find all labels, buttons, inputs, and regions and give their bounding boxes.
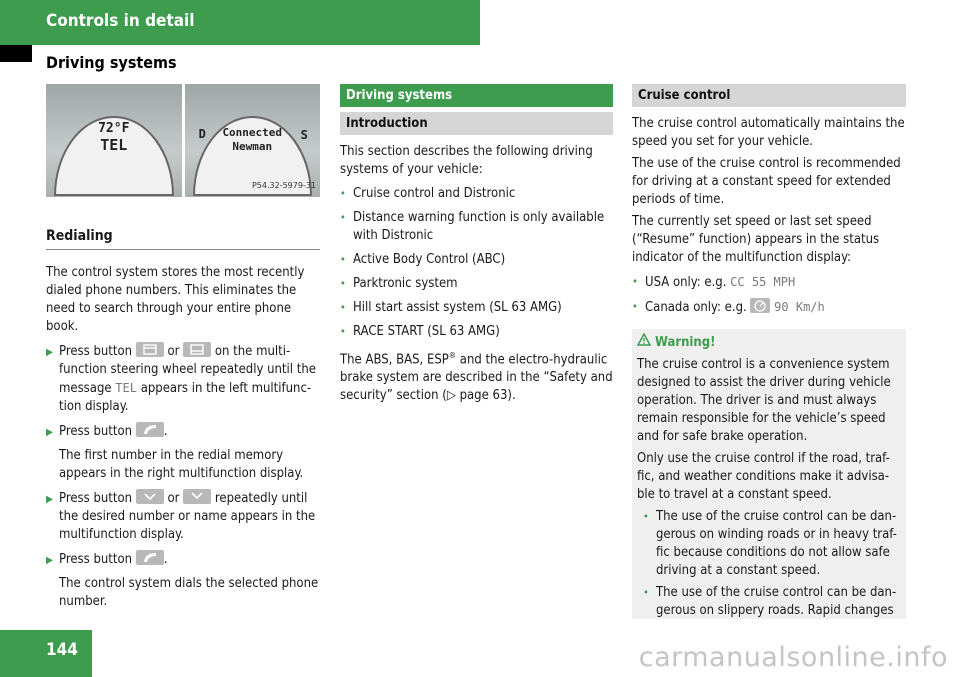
page-up-button-icon	[136, 342, 164, 357]
warning-list	[637, 508, 900, 619]
middle-column	[340, 84, 613, 405]
cruise-control-banner: Cruise control	[632, 84, 906, 107]
list-item: • Parktronic system	[340, 276, 458, 291]
list-item: • RACE START (SL 63 AMG)	[340, 324, 500, 339]
display-photo	[46, 84, 320, 197]
step-arrow-icon: ▶	[46, 427, 53, 438]
chapter-title: Controls in detail	[46, 11, 195, 31]
gear-s-readout: S	[300, 128, 308, 142]
page-down-button-icon	[183, 342, 211, 357]
tel-readout: TEL	[100, 136, 128, 154]
left-display-panel	[46, 84, 182, 197]
section-title: Driving systems	[46, 53, 177, 72]
figure-reference: P54.32-5979-31	[251, 181, 316, 190]
cruise-text-1: The cruise control automatically maintains the speed you set for your vehicle.	[632, 116, 905, 149]
step-arrow-icon: ▶	[46, 347, 53, 358]
page-ref-arrow-icon: ▷	[446, 388, 456, 404]
phone-call-button-icon	[136, 550, 164, 565]
redialing-intro: The control system stores the most recently dialed phone numbers. This eliminates the need to search through your entire phone book.	[46, 265, 305, 334]
cruise-text-2: The use of the cruise control is recommended for driving at a constant speed for extended periods of time.	[632, 156, 901, 207]
temperature-readout: 72°F	[98, 121, 130, 136]
step-arrow-icon: ▶	[46, 555, 53, 566]
page-number: 144	[0, 630, 92, 677]
introduction-banner: Introduction	[340, 112, 613, 135]
step-item: ▶ Press button . The control system dials the selected phone number.	[46, 552, 319, 609]
header-tab-marker	[0, 45, 32, 62]
phone-call-button-icon	[136, 422, 164, 437]
right-display-panel	[185, 84, 321, 197]
scroll-up-button-icon	[183, 489, 211, 504]
step-item: ▶ Press button . The first number in the redial memory appears in the right multifunction display.	[46, 424, 304, 481]
gear-d-readout: D	[198, 127, 206, 141]
tel-message-code: TEL	[115, 381, 137, 395]
brake-systems-note: The ABS, BAS, ESP® and the electro-hydraulic brake system are described in the “Safety and security” section (▷ page 63).	[340, 351, 613, 404]
warning-box	[632, 329, 906, 619]
list-item: • USA only: e.g. CC 55 MPH	[632, 275, 796, 290]
left-column	[46, 84, 320, 611]
list-item: • Hill start assist system (SL 63 AMG)	[340, 300, 562, 315]
speed-display-examples	[632, 273, 906, 317]
warning-triangle-icon	[637, 333, 651, 352]
warning-text-1: The cruise control is a convenience system designed to assist the driver during vehicle operation. The driver is and must always remain responsible for the vehicle’s speed and for safe brake operation.	[637, 357, 891, 444]
contact-name-readout: Newman	[232, 140, 273, 153]
canada-speed-code: 90 Km/h	[774, 300, 825, 314]
speedometer-icon	[750, 298, 770, 313]
list-item: • Canada only: e.g. 90 Km/h	[632, 300, 825, 315]
cruise-text-3: The currently set speed or last set speed (“Resume” function) appears in the status indicator of the multifunction display:	[632, 214, 880, 265]
right-column	[632, 84, 906, 619]
warning-text-2: Only use the cruise control if the road, traf-fic, and weather conditions make it advisa-ble to travel at a constant speed.	[637, 451, 890, 502]
redialing-heading: Redialing	[46, 227, 320, 250]
driving-systems-banner: Driving systems	[340, 84, 613, 107]
list-item: • Active Body Control (ABC)	[340, 252, 506, 267]
chapter-header	[0, 0, 480, 45]
driving-systems-list	[340, 185, 613, 341]
list-item: • The use of the cruise control can be dan-gerous on slippery roads. Rapid changes	[643, 585, 897, 618]
usa-speed-code: CC 55 MPH	[730, 275, 796, 289]
connected-readout: Connected	[222, 126, 283, 139]
list-item: • Cruise control and Distronic	[340, 186, 516, 201]
list-item: • The use of the cruise control can be dan-gerous on winding roads or in heavy traf-fic because conditions do not allow safe driving at a constant speed.	[643, 509, 897, 578]
introduction-text: This section describes the following driving systems of your vehicle:	[340, 144, 593, 177]
warning-title: Warning!	[637, 333, 900, 352]
step-item: ▶ Press button or repeatedly until the desired number or name appears in the multifunction display.	[46, 491, 316, 542]
step-item: ▶ Press button or on the multi-function steering wheel repeatedly until the message TEL appears in the left multifunc-tion display.	[46, 344, 316, 414]
list-item: • Distance warning function is only available with Distronic	[340, 210, 605, 243]
site-watermark[interactable]: carmanualsonline.info	[638, 642, 948, 673]
scroll-down-button-icon	[136, 489, 164, 504]
step-arrow-icon: ▶	[46, 494, 53, 505]
